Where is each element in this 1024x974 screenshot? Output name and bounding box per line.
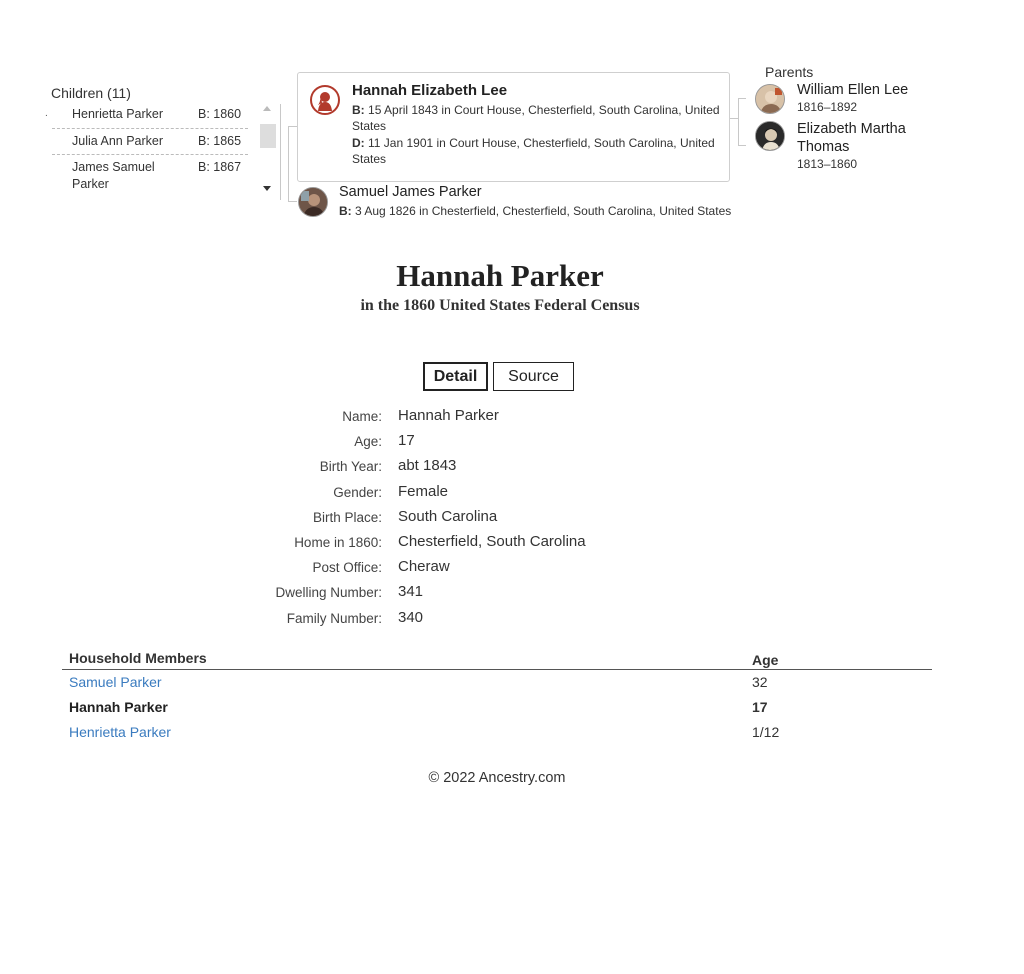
mother-dates: 1813–1860 <box>797 157 858 171</box>
father-photo-avatar[interactable] <box>755 84 785 114</box>
child-name[interactable]: Julia Ann Parker <box>72 134 164 148</box>
tree-connector <box>288 126 297 127</box>
divider <box>52 128 248 129</box>
death-prefix: D: <box>352 136 365 150</box>
birth-text: 15 April 1843 in Court House, Chesterfield, South Carolina, United States <box>352 103 720 133</box>
scroll-down-arrow-icon[interactable] <box>263 186 271 191</box>
household-header-age: Age <box>752 652 779 668</box>
tree-connector <box>738 145 746 146</box>
person-birth <box>352 102 722 134</box>
record-subtitle: in the 1860 United States Federal Census <box>360 297 640 314</box>
bullet-dot: . <box>45 108 48 119</box>
household-member-age: 1/12 <box>752 724 780 740</box>
household-header-name: Household Members <box>69 650 207 666</box>
table-row <box>0 699 1024 721</box>
detail-value: 17 <box>398 432 415 449</box>
detail-value: Hannah Parker <box>398 407 499 424</box>
detail-value: 340 <box>398 609 424 626</box>
mother-photo-avatar[interactable] <box>755 121 785 151</box>
detail-value: South Carolina <box>398 508 498 525</box>
father-name[interactable]: William Ellen Lee <box>797 82 909 98</box>
detail-label: Name: <box>342 409 382 424</box>
detail-value: Female <box>398 483 449 500</box>
scroll-thumb[interactable] <box>260 124 276 148</box>
tree-connector <box>288 201 297 202</box>
father-dates: 1816–1892 <box>797 100 858 114</box>
spouse-birth-text: 3 Aug 1826 in Chesterfield, Chesterfield, South Carolina, United States <box>355 204 732 218</box>
copyright-footer: © 2022 Ancestry.com <box>428 770 566 786</box>
detail-label: Dwelling Number: <box>275 585 382 600</box>
table-row <box>0 674 1024 696</box>
spouse-name[interactable]: Samuel James Parker <box>339 184 482 200</box>
household-member-self: Hannah Parker <box>69 699 168 715</box>
tab-source[interactable]: Source <box>493 362 574 391</box>
detail-label: Post Office: <box>312 560 382 575</box>
divider <box>52 154 248 155</box>
record-title: Hannah Parker <box>396 258 604 293</box>
detail-label: Age: <box>354 434 382 449</box>
household-member-age: 17 <box>752 699 768 715</box>
child-birth: B: 1860 <box>198 107 242 121</box>
detail-value: Cheraw <box>398 558 450 575</box>
children-scrollbar[interactable] <box>259 104 276 196</box>
children-title: Children (11) <box>51 85 131 101</box>
detail-value: abt 1843 <box>398 457 457 474</box>
mother-name[interactable]: Elizabeth Martha Thomas <box>797 121 906 155</box>
detail-label: Home in 1860: <box>294 535 382 550</box>
tree-connector <box>738 98 739 146</box>
person-death <box>352 135 722 167</box>
detail-label: Family Number: <box>286 611 382 626</box>
person-name[interactable]: Hannah Elizabeth Lee <box>352 82 508 99</box>
household-divider <box>62 669 932 670</box>
detail-label: Birth Year: <box>319 459 382 474</box>
focus-person-card[interactable] <box>297 72 730 182</box>
death-text: 11 Jan 1901 in Court House, Chesterfield, South Carolina, United States <box>352 136 715 166</box>
spouse-birth-prefix: B: <box>339 204 352 218</box>
household-member-link[interactable]: Henrietta Parker <box>69 724 171 740</box>
detail-value: 341 <box>398 583 424 600</box>
detail-label: Gender: <box>333 485 382 500</box>
tree-connector <box>280 104 281 200</box>
tree-connector <box>288 126 289 202</box>
tab-detail[interactable]: Detail <box>423 362 488 391</box>
table-row <box>0 724 1024 746</box>
detail-value: Chesterfield, South Carolina <box>398 533 586 550</box>
household-member-link[interactable]: Samuel Parker <box>69 674 162 690</box>
child-name[interactable]: James Samuel Parker <box>72 160 155 191</box>
child-name[interactable]: Henrietta Parker <box>72 107 164 121</box>
spouse-photo-avatar[interactable] <box>298 187 328 217</box>
scroll-up-arrow-icon[interactable] <box>263 106 271 111</box>
household-member-age: 32 <box>752 674 768 690</box>
tree-connector <box>738 98 746 99</box>
spouse-birth <box>339 204 731 218</box>
child-birth: B: 1865 <box>198 134 242 148</box>
child-birth: B: 1867 <box>198 160 242 174</box>
female-silhouette-icon <box>310 85 340 115</box>
detail-label: Birth Place: <box>312 510 382 525</box>
parents-title: Parents <box>765 64 814 80</box>
birth-prefix: B: <box>352 103 365 117</box>
